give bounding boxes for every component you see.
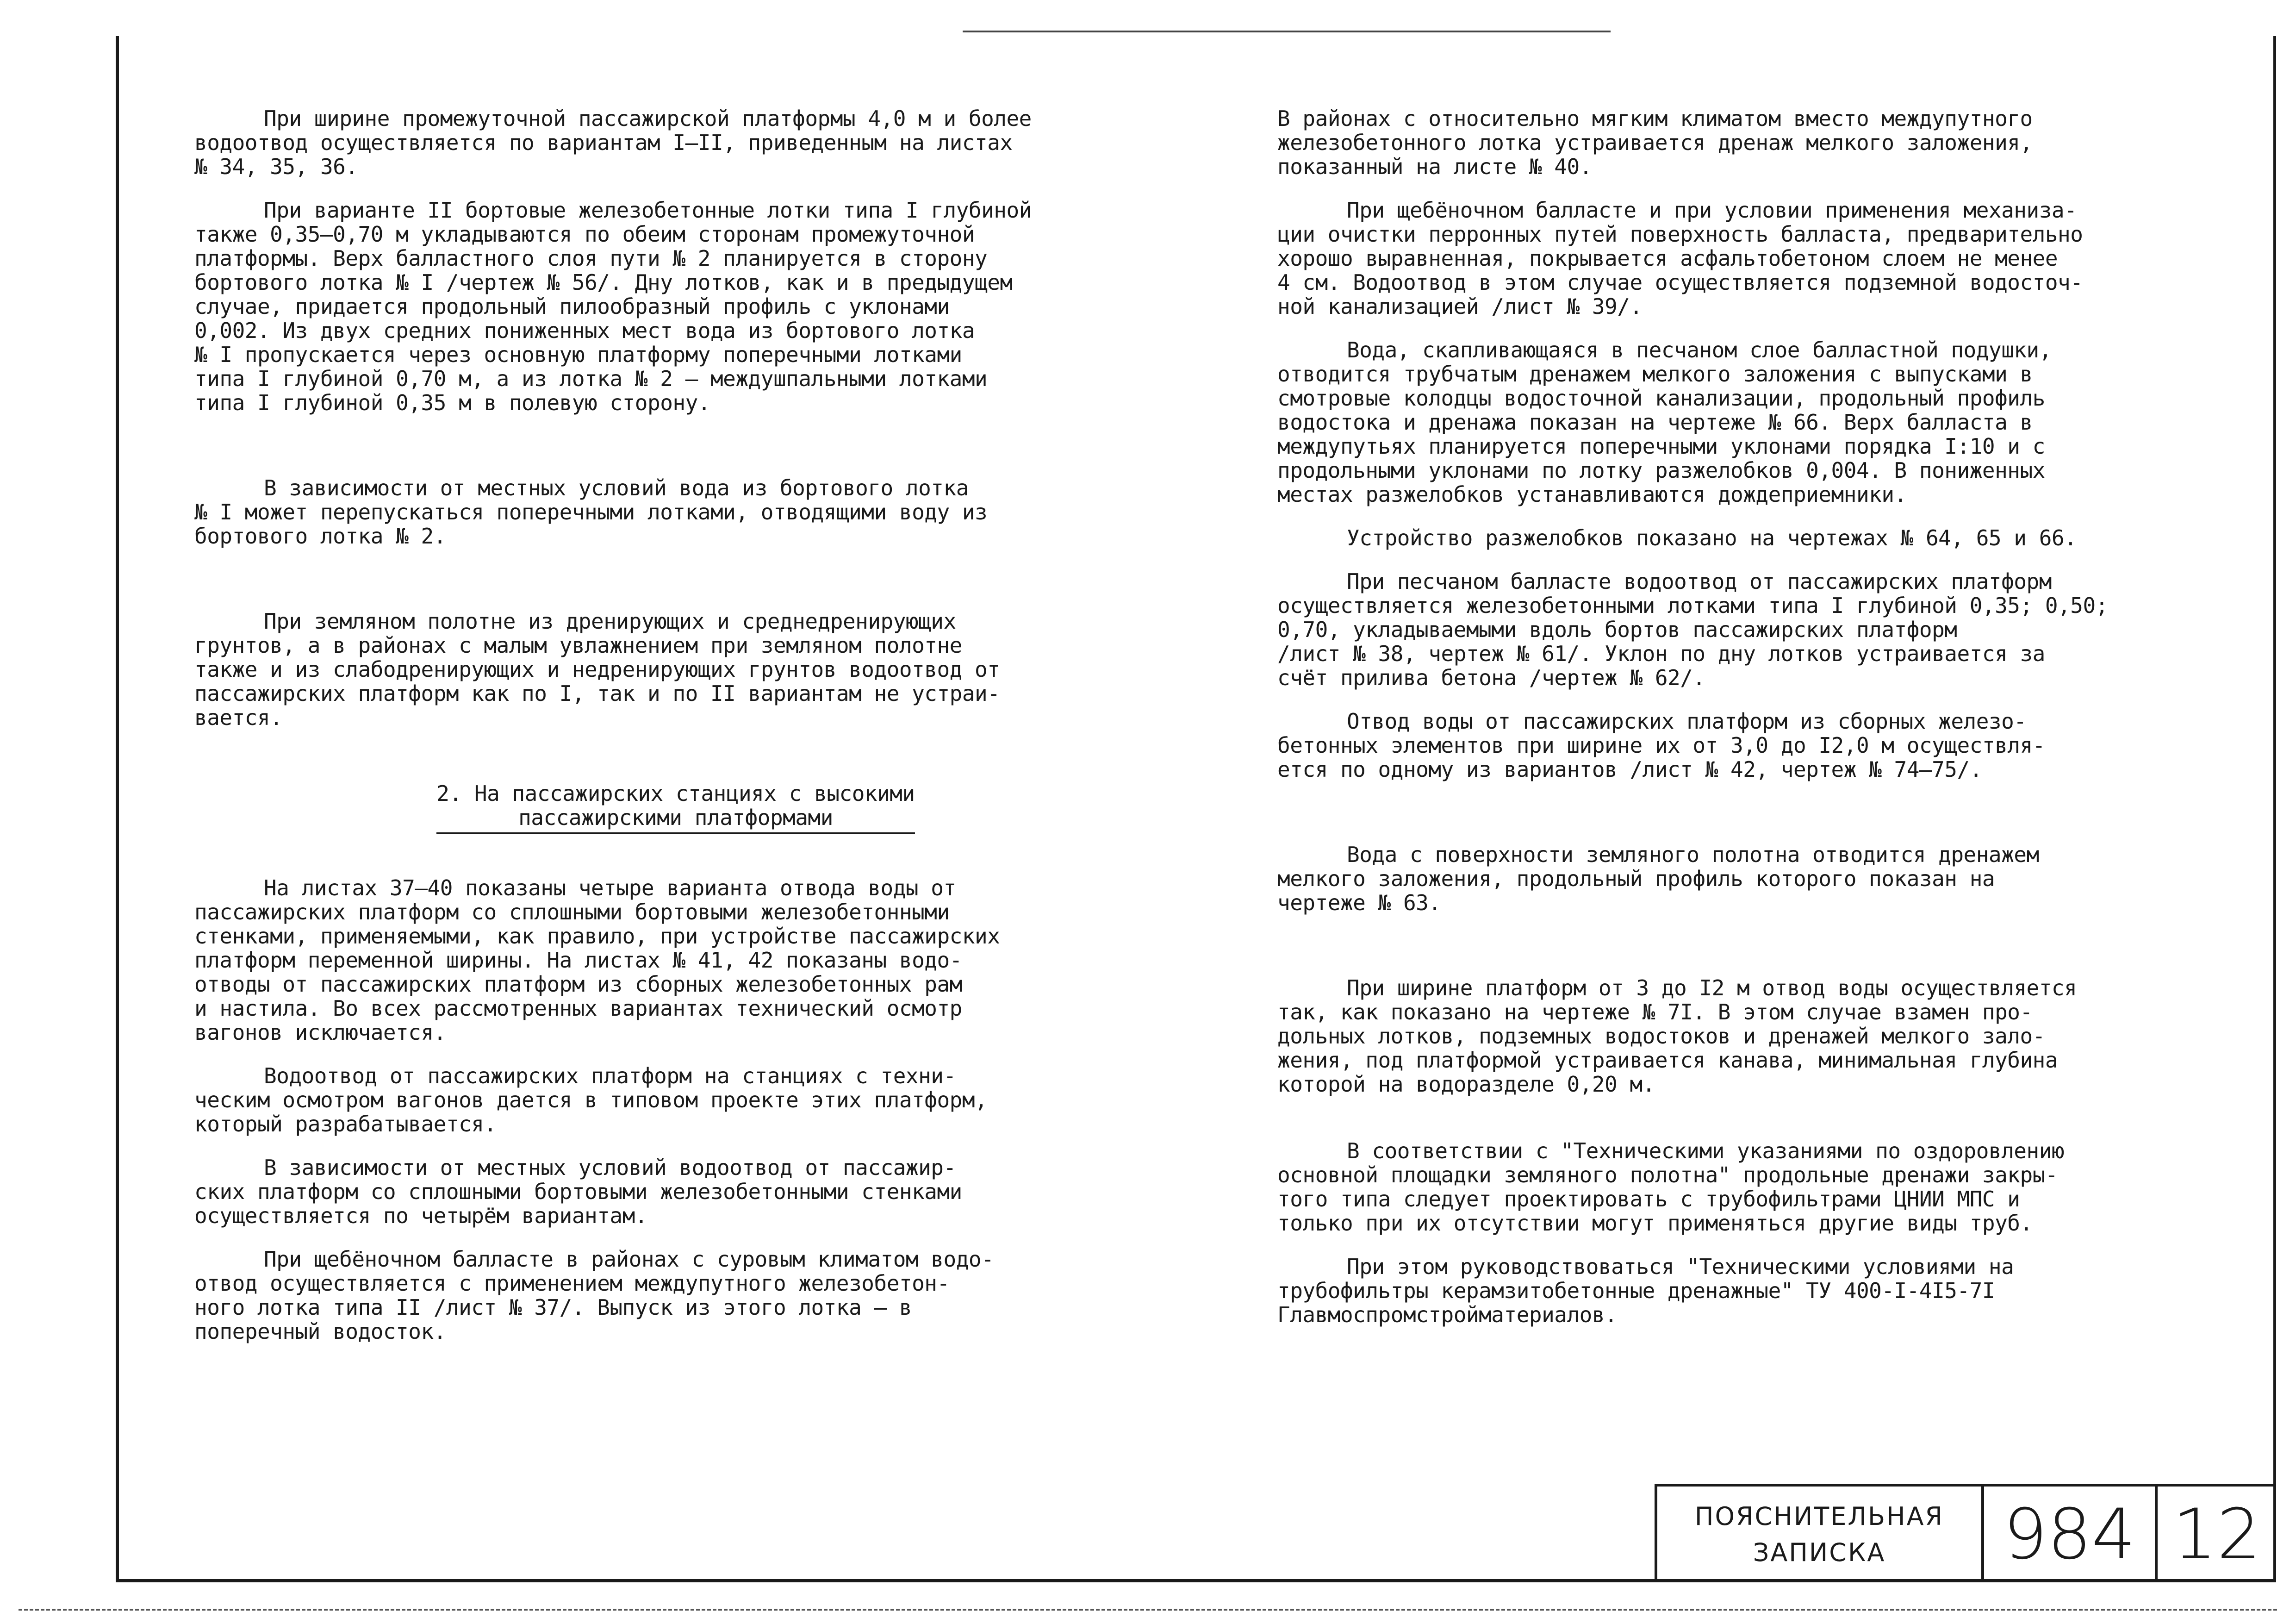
- paragraph: Водоотвод от пассажирских платформ на станциях с техни- ческим осмотром вагонов дается в типовом проекте этих платформ, который разрабатывается.: [194, 1063, 988, 1137]
- paragraph: При ширине платформ от 3 до I2 м отвод воды осуществляется так, как показано на чертеже № 7I. В этом случае взамен про- дольных лотков, подземных водостоков и дренажей мелкого зало- жения, под платформой устраивается канава, минимальная глубина которой на водоразделе 0,20 м.: [1277, 975, 2077, 1097]
- right-column: [1277, 106, 2254, 1346]
- paragraph: При этом руководствоваться "Техническими условиями на трубофильтры керамзитобетонные дренажные" ТУ 400-I-4I5-7I Главмоспромстройматериалов.: [1277, 1254, 2014, 1327]
- drawing-number: 984: [1984, 1487, 2158, 1582]
- paragraph: В районах с относительно мягким климатом вместо междупутного железобетонного лотка устраивается дренаж мелкого заложения, показанный на листе № 40.: [1277, 106, 2033, 179]
- bottom-dashed-rule: [19, 1609, 2277, 1611]
- paragraph: В зависимости от местных условий водоотвод от пассажир- ских платформ со сплошными бортовыми железобетонными стенками осуществляется по четырём вариантам.: [194, 1155, 962, 1228]
- left-column: [194, 106, 1157, 1363]
- paragraph: В соответствии с "Техническими указаниями по оздоровлению основной площадки земляного полотна" продольные дренажи закры- того типа следует проектировать с трубофильтрами ЦНИИ МПС и только при их отсутствии могут применяться другие виды труб.: [1277, 1138, 2065, 1236]
- title-block-label-line2: ЗАПИСКА: [1753, 1537, 1886, 1567]
- paragraph: Устройство разжелобков показано на чертежах № 64, 65 и 66.: [1347, 525, 2077, 550]
- paragraph: Вода с поверхности земляного полотна отводится дренажем мелкого заложения, продольный профиль которого показан на чертеже № 63.: [1277, 842, 2039, 915]
- sheet-number: 12: [2172, 1494, 2261, 1575]
- paragraph: При варианте II бортовые железобетонные лотки типа I глубиной также 0,35–0,70 м укладываются по обеим сторонам промежуточной платформы. Верх балластного слоя пути № 2 планируется в сторону бортового лотка № I /чертеж № 56/. Дну лотков, как и в предыдущем случае, придается продольный пилообразный профиль с уклонами 0,002. Из двух средних пониженных мест вода из бортового лотка № I пропускается через основную платформу поперечными лотками типа I глубиной 0,70 м, а из лотка № 2 – междушпальными лотками типа I глубиной 0,35 м в полевую сторону.: [194, 198, 1032, 415]
- paragraph: При щебёночном балласте и при условии применения механиза- ции очистки перронных путей поверхность балласта, предварительно хорошо выравненная, покрывается асфальтобетоном слоем не менее 4 см. Водоотвод в этом случае осуществляется подземной водосточ- ной канализацией /лист № 39/.: [1277, 198, 2083, 319]
- title-block: [1655, 1484, 2276, 1582]
- paragraph: При ширине промежуточной пассажирской платформы 4,0 м и более водоотвод осуществляется по вариантам I–II, приведенным на листах № 34, 35, 36.: [194, 106, 1032, 179]
- paragraph: При песчаном балласте водоотвод от пассажирских платформ осуществляется железобетонными лотками типа I глубиной 0,35; 0,50; 0,70, укладываемыми вдоль бортов пассажирских платформ /лист № 38, чертеж № 61/. Уклон по дну лотков устраивается за счёт прилива бетона /чертеж № 62/.: [1277, 569, 2108, 690]
- paragraph: Отвод воды от пассажирских платформ из сборных железо- бетонных элементов при ширине их от 3,0 до I2,0 м осуществля- ется по одному из вариантов /лист № 42, чертеж № 74–75/.: [1277, 709, 2045, 782]
- title-block-label: [1657, 1487, 1984, 1582]
- paragraph: Вода, скапливающаяся в песчаном слое балластной подушки, отводится трубчатым дренажем мелкого заложения с выпусками в смотровые колодцы водосточной канализации, продольный профиль водостока и дренажа показан на чертеже № 66. Верх балласта в междупутьях планируется поперечными уклонами порядка I:10 и с продольными уклонами по лотку разжелобков 0,004. В пониженных местах разжелобков устанавливаются дождеприемники.: [1277, 337, 2052, 507]
- section-heading-wrap: [194, 757, 1157, 834]
- section-heading: 2. На пассажирских станциях с высокими пассажирскими платформами: [436, 781, 915, 834]
- paragraph: При щебёночном балласте в районах с суровым климатом водо- отвод осуществляется с применением междупутного железобетон- ного лотка типа II /лист № 37/. Выпуск из этого лотка – в поперечный водосток.: [194, 1247, 994, 1344]
- title-block-label-line1: ПОЯСНИТЕЛЬНАЯ: [1694, 1501, 1944, 1531]
- paragraph: При земляном полотне из дренирующих и среднедренирующих грунтов, а в районах с малым увлажнением при земляном полотне также и из слабодренирующих и недренирующих грунтов водоотвод от пассажирских платформ как по I, так и по II вариантам не устраи- вается.: [194, 609, 1000, 730]
- paragraph: В зависимости от местных условий вода из бортового лотка № I может перепускаться поперечными лотками, отводящими воду из бортового лотка № 2.: [194, 475, 988, 549]
- top-rule: [963, 31, 1611, 32]
- paragraph: На листах 37–40 показаны четыре варианта отвода воды от пассажирских платформ со сплошными бортовыми железобетонными стенками, применяемыми, как правило, при устройстве пассажирских платформ переменной ширины. На листах № 41, 42 показаны водо- отводы от пассажирских платформ из сборных железобетонных рам и настила. Во всех рассмотренных вариантах технический осмотр вагонов исключается.: [194, 875, 1000, 1045]
